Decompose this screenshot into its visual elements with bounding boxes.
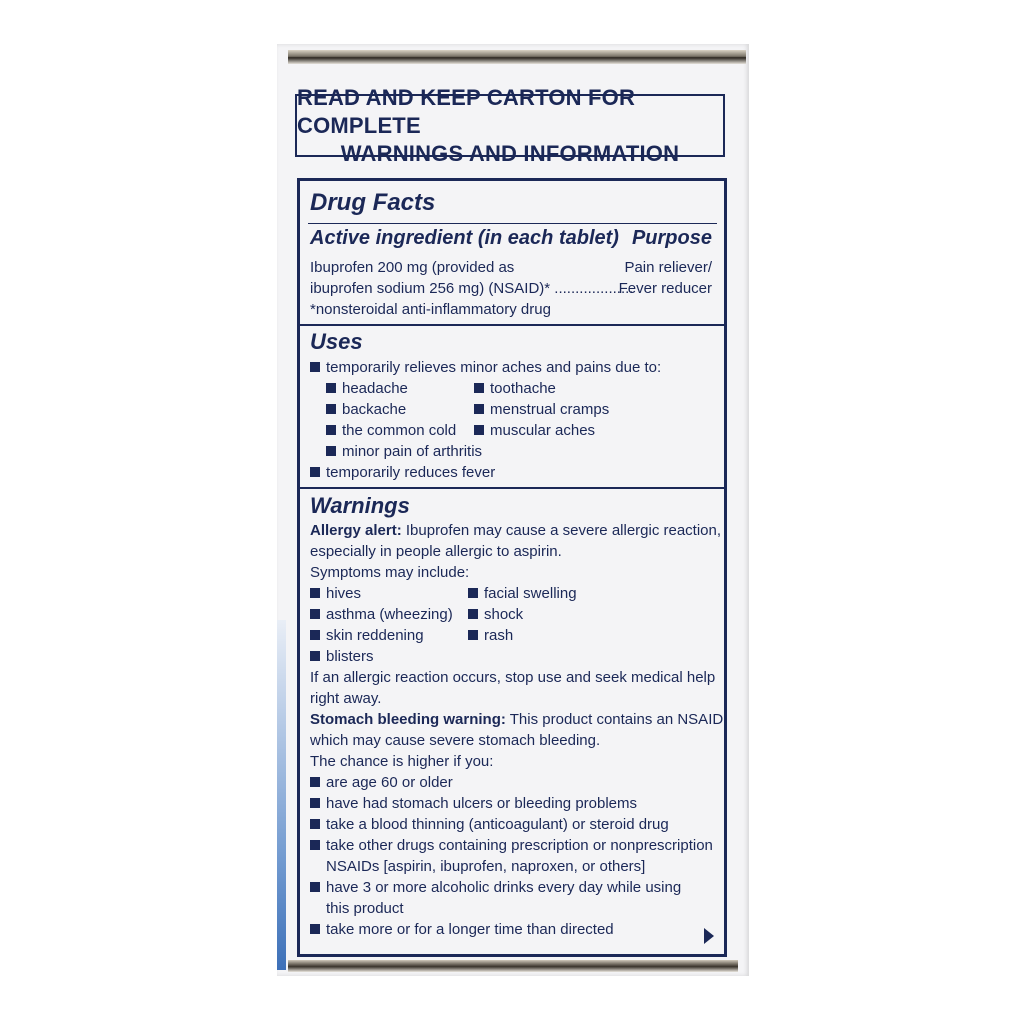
title-rule (308, 223, 717, 224)
carton-top-edge (288, 50, 746, 64)
use-common-cold: the common cold (342, 422, 457, 439)
risk-text: have had stomach ulcers or bleeding problems (326, 795, 638, 812)
allergy-alert-text: Ibuprofen may cause a severe allergic reaction, (401, 522, 722, 539)
uses-sub-item (326, 422, 456, 440)
risk-item (310, 837, 713, 855)
allergy-alert-line-2: especially in people allergic to aspirin. (310, 543, 562, 560)
bullet-square (326, 404, 336, 414)
risk-item (310, 921, 614, 939)
bullet-square (310, 924, 320, 934)
symptom-skin-reddening: skin reddening (326, 627, 424, 644)
bullet-square (474, 383, 484, 393)
use-arthritis: minor pain of arthritis (342, 443, 483, 460)
symptom-item (310, 606, 453, 624)
stomach-warning-text: This product contains an NSAID, (505, 711, 728, 728)
stomach-warning-line-1 (310, 711, 727, 729)
uses-sub-item (326, 443, 482, 461)
continued-arrow-icon (704, 928, 714, 944)
chance-intro: The chance is higher if you: (310, 753, 494, 770)
risk-item (310, 879, 681, 897)
bullet-square (326, 383, 336, 393)
symptom-blisters: blisters (326, 648, 374, 665)
stomach-warning-line-2: which may cause severe stomach bleeding. (310, 732, 601, 749)
bullet-square (310, 798, 320, 808)
risk-text: take other drugs containing prescription or nonprescription (326, 837, 713, 854)
use-muscular-aches: muscular aches (490, 422, 596, 439)
active-ingredient-heading: Active ingredient (in each tablet) (310, 227, 619, 249)
uses-sub-item (326, 401, 406, 419)
stomach-warning-label: Stomach bleeding warning: (310, 711, 506, 728)
reaction-line-2: right away. (310, 690, 382, 707)
banner-line-2: WARNINGS AND INFORMATION (340, 140, 680, 166)
uses-sub-item (474, 380, 556, 398)
use-headache: headache (342, 380, 408, 397)
symptom-item (468, 627, 513, 645)
warnings-title: Warnings (310, 493, 410, 518)
uses-sub-item (326, 380, 408, 398)
bullet-square (310, 651, 320, 661)
symptom-item (310, 648, 374, 666)
symptoms-intro: Symptoms may include: (310, 564, 470, 581)
symptom-rash: rash (484, 627, 514, 644)
use-backache: backache (342, 401, 407, 418)
drug-facts-panel (297, 178, 727, 957)
bullet-square (310, 840, 320, 850)
uses-sub-item (474, 422, 595, 440)
bullet-square (468, 630, 478, 640)
bullet-square (310, 630, 320, 640)
symptom-item (310, 627, 424, 645)
read-keep-carton-banner (295, 84, 725, 166)
section-divider (300, 487, 724, 489)
ingredient-line-2: ibuprofen sodium 256 mg) (NSAID)* ................... (310, 280, 634, 297)
uses-item-1 (310, 359, 661, 377)
uses-title: Uses (310, 329, 363, 354)
risk-text: take more or for a longer time than directed (326, 921, 614, 938)
bullet-square (474, 425, 484, 435)
bullet-square (310, 609, 320, 619)
carton-bottom-edge (288, 960, 738, 972)
nsaid-footnote: *nonsteroidal anti-inflammatory drug (310, 301, 551, 318)
risk-text: are age 60 or older (326, 774, 453, 791)
reaction-line-1: If an allergic reaction occurs, stop use and seek medical help (310, 669, 716, 686)
bullet-square (310, 882, 320, 892)
banner-line-1: READ AND KEEP CARTON FOR COMPLETE (297, 84, 636, 138)
drug-facts-title: Drug Facts (310, 189, 436, 216)
risk-item (310, 816, 669, 834)
use-menstrual-cramps: menstrual cramps (490, 401, 610, 418)
carton-side-strip (277, 620, 286, 970)
bullet-square (326, 446, 336, 456)
bullet-square (474, 404, 484, 414)
bullet-square (310, 467, 320, 477)
risk-continuation: NSAIDs [aspirin, ibuprofen, naproxen, or others] (326, 858, 646, 875)
uses-item-1-text: temporarily relieves minor aches and pains due to: (326, 359, 662, 376)
ingredient-line-1: Ibuprofen 200 mg (provided as (310, 259, 515, 276)
use-toothache: toothache (490, 380, 556, 397)
bullet-square (310, 362, 320, 372)
bullet-square (468, 609, 478, 619)
symptom-facial-swelling: facial swelling (484, 585, 577, 602)
purpose-line-2: Fever reducer (618, 280, 712, 297)
risk-item (310, 774, 453, 792)
risk-text: take a blood thinning (anticoagulant) or steroid drug (326, 816, 669, 833)
uses-sub-item (474, 401, 609, 419)
bullet-square (310, 777, 320, 787)
symptom-asthma: asthma (wheezing) (326, 606, 453, 623)
bullet-square (468, 588, 478, 598)
purpose-line-1: Pain reliever/ (624, 259, 712, 276)
section-divider (300, 324, 724, 326)
uses-item-2 (310, 464, 495, 482)
bullet-square (310, 819, 320, 829)
risk-continuation: this product (326, 900, 404, 917)
risk-text: have 3 or more alcoholic drinks every day while using (326, 879, 682, 896)
risk-item (310, 795, 637, 813)
bullet-square (326, 425, 336, 435)
symptom-item (468, 585, 577, 603)
symptom-item (468, 606, 523, 624)
bullet-square (310, 588, 320, 598)
symptom-hives: hives (326, 585, 362, 602)
uses-item-2-text: temporarily reduces fever (326, 464, 496, 481)
allergy-alert-label: Allergy alert: (310, 522, 402, 539)
purpose-heading: Purpose (631, 227, 712, 249)
symptom-item (310, 585, 361, 603)
symptom-shock: shock (484, 606, 524, 623)
allergy-alert-line-1 (310, 522, 721, 540)
